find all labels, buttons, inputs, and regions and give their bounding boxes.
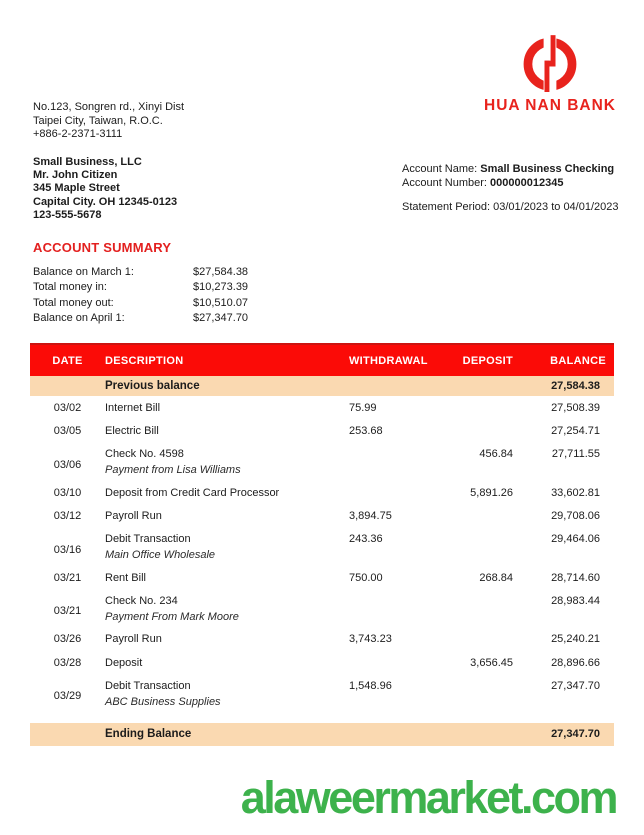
hua-nan-bank-logo [484,30,616,115]
previous-balance-label: Previous balance [105,380,200,392]
statement-period: Statement Period: 03/01/2023 to 04/01/2023 [402,201,619,213]
previous-balance-row [30,376,614,396]
table-row [30,528,614,566]
transaction-deposit: 5,891.26 [470,486,513,499]
transaction-balance: 27,254.71 [551,425,600,438]
ending-balance-label: Ending Balance [105,728,192,740]
transaction-balance: 27,711.55 [551,448,600,460]
transaction-balance: 33,602.81 [551,486,600,499]
transaction-description-main: Payroll Run [105,633,162,646]
transaction-date: 03/26 [53,633,82,646]
account-number-row [402,176,619,190]
account-summary-title: ACCOUNT SUMMARY [33,240,172,255]
customer-name: Mr. John Citizen [33,169,118,182]
summary-value: $27,347.70 [193,312,249,325]
ending-balance-row [30,723,614,746]
account-info [402,162,619,214]
account-summary [33,264,248,326]
transaction-table [30,343,614,746]
transaction-date: 03/16 [53,543,82,556]
transaction-balance: 27,508.39 [551,401,600,414]
transaction-description-main: Check No. 234 [105,594,178,607]
header-deposit: DEPOSIT [462,354,513,367]
transaction-withdrawal: 750.00 [349,571,383,584]
summary-label: Total money out: [33,296,114,309]
table-row [30,443,614,481]
transaction-description [105,680,349,708]
transaction-date: 03/12 [53,510,82,523]
transaction-description [105,595,349,623]
bank-logo-icon [521,30,579,96]
bank-address-line: No.123, Songren rd., Xinyi Dist [33,101,185,113]
bank-phone: +886-2-2371-3111 [33,128,123,140]
transaction-date: 03/21 [53,571,82,584]
transaction-withdrawal: 253.68 [349,425,383,438]
customer-address [33,156,177,222]
summary-label: Total money in: [33,281,107,294]
transaction-withdrawal: 3,894.75 [349,510,392,523]
transaction-date: 03/21 [53,605,82,617]
header-withdrawal: WITHDRAWAL [349,354,428,367]
transaction-description [105,448,349,476]
transaction-description [105,572,349,584]
account-number-value: 000000012345 [490,177,564,189]
table-row [30,590,614,628]
header-balance: BALANCE [550,354,606,367]
transaction-balance: 25,240.21 [551,633,600,646]
transaction-description-main: Debit Transaction [105,533,191,545]
summary-row [33,311,248,327]
header-date: DATE [52,354,83,367]
table-row [30,651,614,675]
bank-address [33,101,184,142]
account-number-label: Account Number: [402,177,491,189]
summary-row [33,264,248,280]
transaction-date: 03/05 [53,425,82,438]
table-row [30,481,614,505]
customer-street: 345 Maple Street [33,182,120,195]
bank-logo-text: HUA NAN BANK [484,97,616,114]
transaction-deposit: 3,656.45 [470,656,513,669]
transaction-description-main: Electric Bill [105,425,159,438]
transaction-description-note: Payment from Lisa Williams [105,464,241,476]
table-row [30,420,614,444]
watermark-link[interactable]: alaweermarket.com [240,772,616,823]
bank-address-line: Taipei City, Taiwan, R.O.C. [33,114,163,127]
transaction-description [105,510,349,522]
account-name-value: Small Business Checking [480,163,615,175]
transaction-date: 03/28 [53,656,82,669]
transaction-description-main: Deposit [105,656,143,669]
transaction-description-main: Internet Bill [105,401,161,414]
summary-row [33,295,248,311]
account-name-label: Account Name: [402,163,481,175]
transaction-description-main: Payroll Run [105,510,162,523]
transaction-description [105,533,349,561]
transaction-description-note: Payment From Mark Moore [105,610,239,623]
table-row [30,675,614,713]
transaction-balance: 28,896.66 [551,656,600,669]
transaction-date: 03/10 [53,486,82,499]
transaction-balance: 29,708.06 [551,510,600,523]
transaction-withdrawal: 3,743.23 [349,633,392,646]
transaction-balance: 27,347.70 [551,679,600,692]
transaction-description-note: ABC Business Supplies [105,695,221,708]
transaction-description [105,633,349,645]
transaction-description [105,425,349,437]
summary-value: $10,273.39 [193,281,249,294]
transaction-date: 03/02 [53,401,82,414]
table-row [30,566,614,590]
summary-label: Balance on April 1: [33,312,125,325]
transaction-description-note: Main Office Wholesale [105,549,216,561]
transaction-deposit: 268.84 [479,571,513,584]
customer-phone: 123-555-5678 [33,208,102,221]
transaction-description-main: Deposit from Credit Card Processor [105,486,280,499]
transaction-withdrawal: 75.99 [349,401,377,414]
transaction-withdrawal: 243.36 [349,533,383,545]
transaction-balance: 29,464.06 [551,533,600,545]
transaction-deposit: 456.84 [479,448,513,460]
transaction-description [105,402,349,414]
previous-balance-value: 27,584.38 [551,380,600,392]
header-description: DESCRIPTION [105,354,184,367]
summary-value: $10,510.07 [193,296,249,309]
transaction-description [105,487,349,499]
table-row [30,396,614,420]
transaction-withdrawal: 1,548.96 [349,679,392,692]
ending-balance-value: 27,347.70 [551,728,600,740]
account-name-row [402,162,619,176]
transaction-date: 03/06 [53,458,82,471]
customer-company: Small Business, LLC [33,156,142,168]
transaction-description-main: Rent Bill [105,571,146,584]
transaction-balance: 28,714.60 [551,571,600,584]
table-row [30,505,614,529]
table-header-row [30,343,614,376]
transaction-date: 03/29 [53,690,82,702]
transaction-description-main: Check No. 4598 [105,448,184,460]
transaction-rows [30,396,614,713]
transaction-description-main: Debit Transaction [105,679,191,692]
summary-value: $27,584.38 [193,265,249,278]
summary-row [33,280,248,296]
transaction-description [105,657,349,669]
table-row [30,628,614,652]
customer-city: Capital City. OH 12345-0123 [33,195,178,208]
transaction-balance: 28,983.44 [551,594,600,607]
summary-label: Balance on March 1: [33,265,134,278]
